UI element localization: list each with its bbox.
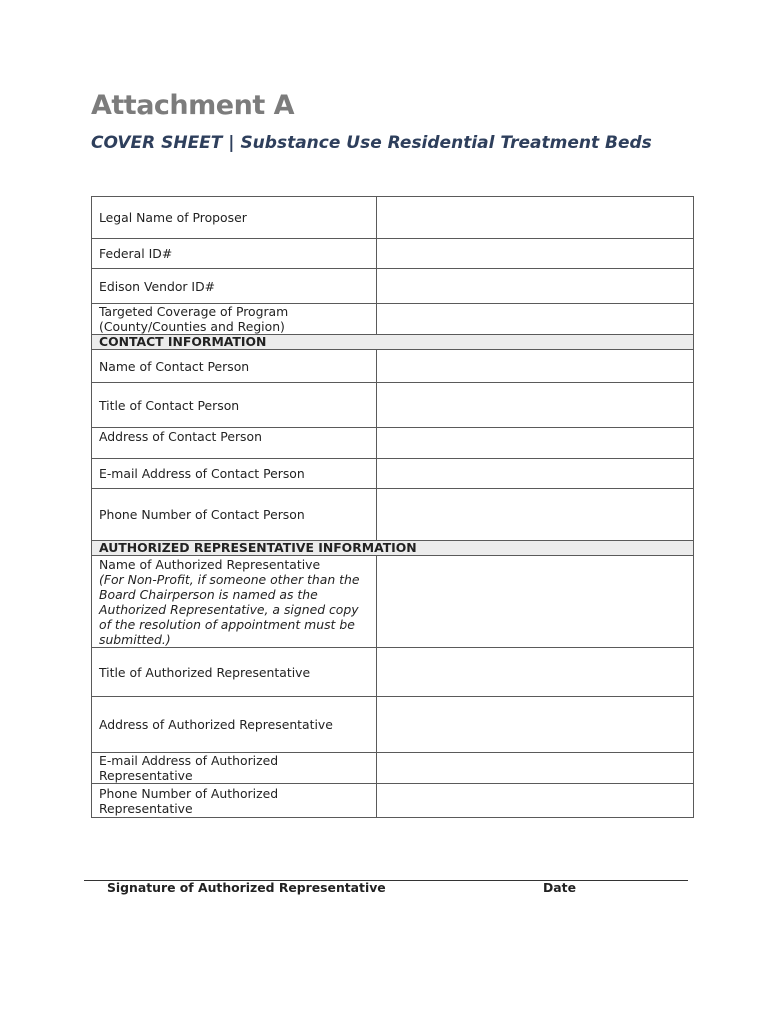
table-row <box>92 350 694 383</box>
authorized-name-note: (For Non-Profit, if someone other than the Board Chairperson is named as the Authorized Representative, a signed copy of the resolution of appointment must be submitted.) <box>99 572 360 647</box>
table-row <box>92 784 694 818</box>
contact-email-label: E-mail Address of Contact Person <box>92 459 377 489</box>
table-row <box>92 459 694 489</box>
edison-vendor-id-field[interactable] <box>377 269 694 304</box>
date-label: Date <box>543 880 576 895</box>
targeted-coverage-label: Targeted Coverage of Program (County/Counties and Region) <box>92 304 377 335</box>
signature-label: Signature of Authorized Representative <box>107 880 386 895</box>
authorized-name-field[interactable] <box>377 556 694 648</box>
authorized-name-cell <box>92 556 377 648</box>
contact-phone-field[interactable] <box>377 489 694 541</box>
document-heading: Attachment A <box>91 90 295 121</box>
table-row <box>92 197 694 239</box>
table-row <box>92 239 694 269</box>
contact-title-label: Title of Contact Person <box>92 383 377 428</box>
table-row <box>92 697 694 753</box>
authorized-title-label: Title of Authorized Representative <box>92 648 377 697</box>
authorized-title-field[interactable] <box>377 648 694 697</box>
contact-name-field[interactable] <box>377 350 694 383</box>
contact-address-field[interactable] <box>377 428 694 459</box>
authorized-name-label: Name of Authorized Representative <box>99 557 321 572</box>
document-subtitle: COVER SHEET | Substance Use Residential Treatment Beds <box>91 133 652 153</box>
legal-name-field[interactable] <box>377 197 694 239</box>
contact-email-field[interactable] <box>377 459 694 489</box>
contact-section-title: CONTACT INFORMATION <box>92 335 694 350</box>
table-row <box>92 269 694 304</box>
table-row <box>92 556 694 648</box>
federal-id-label: Federal ID# <box>92 239 377 269</box>
cover-sheet-table <box>91 196 694 818</box>
legal-name-label: Legal Name of Proposer <box>92 197 377 239</box>
contact-title-field[interactable] <box>377 383 694 428</box>
contact-name-label: Name of Contact Person <box>92 350 377 383</box>
authorized-address-field[interactable] <box>377 697 694 753</box>
authorized-phone-field[interactable] <box>377 784 694 818</box>
contact-phone-label: Phone Number of Contact Person <box>92 489 377 541</box>
authorized-email-label: E-mail Address of Authorized Representative <box>92 753 377 784</box>
targeted-coverage-field[interactable] <box>377 304 694 335</box>
table-row <box>92 304 694 335</box>
authorized-address-label: Address of Authorized Representative <box>92 697 377 753</box>
contact-section-header <box>92 335 694 350</box>
table-row <box>92 383 694 428</box>
edison-vendor-id-label: Edison Vendor ID# <box>92 269 377 304</box>
federal-id-field[interactable] <box>377 239 694 269</box>
table-row <box>92 489 694 541</box>
table-row <box>92 428 694 459</box>
authorized-section-header <box>92 541 694 556</box>
authorized-phone-label: Phone Number of Authorized Representative <box>92 784 377 818</box>
table-row <box>92 648 694 697</box>
contact-address-label: Address of Contact Person <box>92 428 377 459</box>
authorized-email-field[interactable] <box>377 753 694 784</box>
authorized-section-title: AUTHORIZED REPRESENTATIVE INFORMATION <box>92 541 694 556</box>
table-row <box>92 753 694 784</box>
